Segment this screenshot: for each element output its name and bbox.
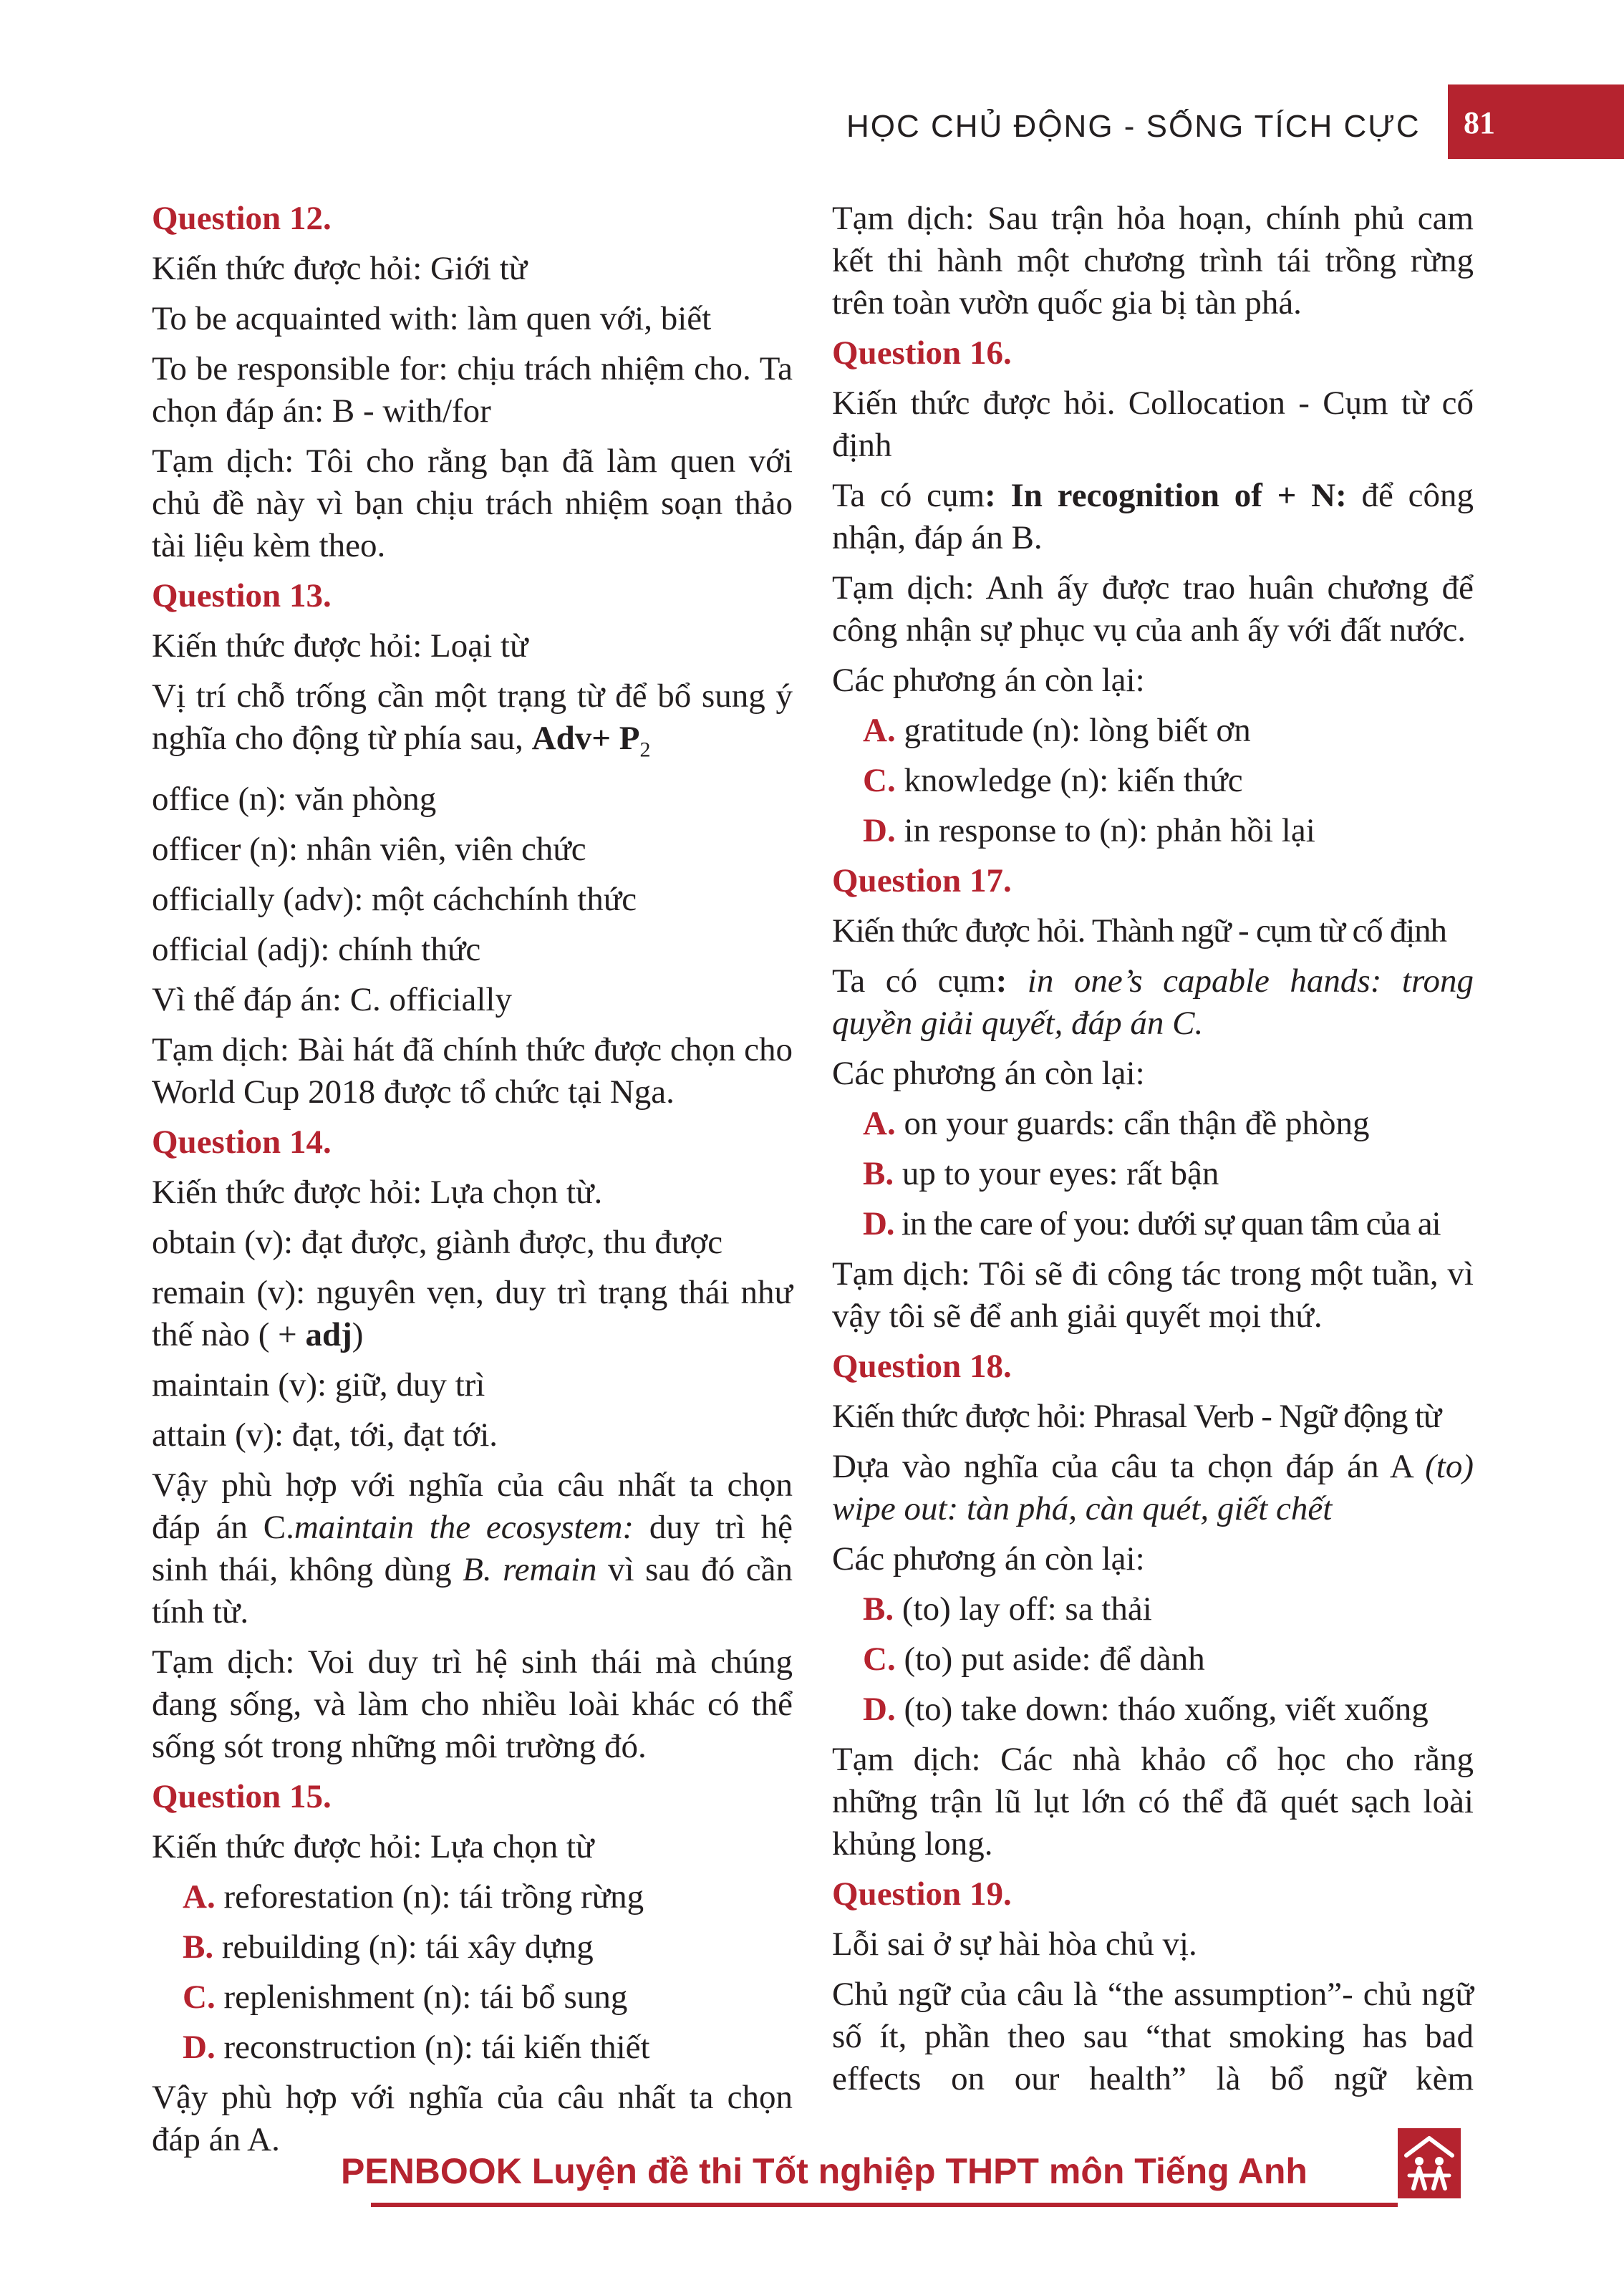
q14-bold: adj (305, 1316, 352, 1354)
q17-italic: in one’s capable hands: trong quyền giải quyết, đáp án C. (832, 962, 1474, 1042)
page-number-tab (1448, 84, 1624, 159)
option-text: in the care of you: dưới sự quan tâm của ai (901, 1205, 1441, 1242)
option-text: reforestation (n): tái trồng rừng (223, 1878, 644, 1916)
question-16-title: Question 16. (832, 334, 1012, 372)
option-text: (to) lay off: sa thải (902, 1590, 1152, 1628)
question-12-title: Question 12. (152, 200, 332, 237)
q17-text: Ta có cụm (832, 962, 996, 1000)
question-17-title: Question 17. (832, 862, 1012, 899)
q13-bold: Adv+ P (531, 720, 640, 757)
q14-line: attain (v): đạt, tới, đạt tới. (152, 1416, 498, 1454)
question-18-title: Question 18. (832, 1348, 1012, 1385)
q14-line: Kiến thức được hỏi: Lựa chọn từ. (152, 1174, 603, 1212)
q16-text-end: để công nhận, đáp án B. (832, 477, 1474, 556)
q12-line: To be acquainted with: làm quen với, biết (152, 300, 712, 337)
q16-option-c (832, 760, 1474, 802)
option-letter: D. (863, 1691, 896, 1728)
q18-line (832, 1446, 1474, 1530)
q14-line: obtain (v): đạt được, giành được, thu được (152, 1224, 723, 1262)
option-text: reconstruction (n): tái kiến thiết (223, 2029, 650, 2067)
question-13-title: Question 13. (152, 577, 332, 614)
q14-expl-b: maintain the ecosystem: (294, 1509, 634, 1547)
q14-expl-e: vì sau đó cần tính từ. (152, 1551, 793, 1631)
option-letter: B. (863, 1155, 894, 1192)
footer-title: PENBOOK Luyện đề thi Tốt nghiệp THPT môn Tiếng Anh (341, 2151, 1308, 2191)
q16-option-a (832, 710, 1474, 752)
option-letter: D. (863, 1205, 894, 1242)
option-text: replenishment (n): tái bổ sung (223, 1979, 628, 2016)
penbook-logo-icon (1398, 2128, 1461, 2198)
q18-translation: Tạm dịch: Các nhà khảo cổ học cho rằng những trận lũ lụt lớn có thể đã quét sạch loài khủng long. (832, 1741, 1474, 1863)
q14-expl-a: Vậy phù hợp với nghĩa của câu nhất ta chọn đáp án C. (152, 1467, 793, 1547)
question-14-title: Question 14. (152, 1124, 332, 1161)
q14-text: remain (v): nguyên vẹn, duy trì trạng thái như thế nào ( + (152, 1274, 793, 1354)
question-19-title: Question 19. (832, 1875, 1012, 1913)
option-letter: A. (183, 1878, 216, 1916)
q19-line: Lỗi sai ở sự hài hòa chủ vị. (832, 1926, 1197, 1963)
q14-line (152, 1272, 793, 1356)
q15-option-c (152, 1976, 793, 2019)
q12-translation: Tạm dịch: Tôi cho rằng bạn đã làm quen với chủ đề này vì bạn chịu trách nhiệm soạn thảo tài liệu kèm theo. (152, 443, 793, 564)
q13-line: official (adj): chính thức (152, 931, 481, 969)
option-text: knowledge (n): kiến thức (904, 762, 1243, 799)
option-text: gratitude (n): lòng biết ơn (904, 712, 1251, 749)
option-text: in response to (n): phản hồi lại (904, 812, 1315, 849)
q13-translation: Tạm dịch: Bài hát đã chính thức được chọn cho World Cup 2018 được tổ chức tại Nga. (152, 1031, 793, 1111)
q15-option-b (152, 1926, 793, 1969)
q17-option-b (832, 1153, 1474, 1195)
option-letter: A. (863, 712, 896, 749)
q16-text: Ta có cụm (832, 477, 985, 514)
option-text: rebuilding (n): tái xây dựng (221, 1928, 594, 1966)
q15-option-d (152, 2027, 793, 2069)
q12-line: To be responsible for: chịu trách nhiệm cho. Ta chọn đáp án: B - with/for (152, 350, 793, 430)
q17-line: Các phương án còn lại: (832, 1055, 1145, 1092)
option-text: (to) take down: tháo xuống, viết xuống (904, 1691, 1429, 1728)
q13-line: Kiến thức được hỏi: Loại từ (152, 627, 528, 665)
option-letter: A. (863, 1105, 896, 1142)
q15-line: Kiến thức được hỏi: Lựa chọn từ (152, 1828, 594, 1866)
q13-line: officer (n): nhân viên, viên chức (152, 831, 586, 869)
footer-divider (371, 2203, 1398, 2207)
q13-subscript: 2 (639, 738, 651, 762)
q17-line: Kiến thức được hỏi. Thành ngữ - cụm từ cố định (832, 912, 1446, 950)
q13-text: Vị trí chỗ trống cần một trạng từ để bổ sung ý nghĩa cho động từ phía sau, (152, 677, 793, 757)
option-letter: D. (863, 812, 896, 849)
q16-option-d (832, 810, 1474, 852)
option-text: on your guards: cẩn thận đề phòng (904, 1105, 1370, 1142)
option-letter: B. (183, 1928, 214, 1966)
q16-translation: Tạm dịch: Anh ấy được trao huân chương để công nhận sự phục vụ của anh ấy với đất nước. (832, 569, 1474, 649)
q18-option-b (832, 1588, 1474, 1631)
q17-option-a (832, 1103, 1474, 1145)
q14-expl-c: duy trì hệ sinh thái, không dùng (152, 1509, 793, 1589)
q14-expl-d: B. remain (463, 1551, 597, 1589)
q18-line: Kiến thức được hỏi: Phrasal Verb - Ngữ động từ (832, 1398, 1441, 1435)
q18-option-d (832, 1689, 1474, 1731)
question-15-title: Question 15. (152, 1778, 332, 1816)
q17-option-d (832, 1203, 1474, 1245)
left-column (152, 198, 793, 2169)
option-letter: C. (863, 762, 896, 799)
q14-line: maintain (v): giữ, duy trì (152, 1366, 485, 1404)
q13-line: office (n): văn phòng (152, 781, 437, 818)
q15-option-a (152, 1876, 793, 1918)
q17-translation: Tạm dịch: Tôi sẽ đi công tác trong một tuần, vì vậy tôi sẽ để anh giải quyết mọi thứ. (832, 1255, 1474, 1335)
q19-explanation: Chủ ngữ của câu là “the assumption”- chủ ngữ số ít, phần theo sau “that smoking has bad effects on our health” là bổ ngữ kèm (832, 1976, 1474, 2097)
q13-line: officially (adv): một cáchchính thức (152, 881, 637, 919)
q15-translation: Tạm dịch: Sau trận hỏa hoạn, chính phủ cam kết thi hành một chương trình tái trồng rừng trên toàn vườn quốc gia bị tàn phá. (832, 200, 1474, 322)
q18-option-c (832, 1638, 1474, 1681)
q18-text: Dựa vào nghĩa của câu ta chọn đáp án A (832, 1448, 1413, 1485)
q16-line (832, 475, 1474, 559)
q13-line: Vì thế đáp án: C. officially (152, 981, 512, 1019)
header-title: HỌC CHỦ ĐỘNG - SỐNG TÍCH CỰC (846, 109, 1421, 144)
q16-line: Các phương án còn lại: (832, 662, 1145, 699)
option-text: up to your eyes: rất bận (902, 1155, 1219, 1192)
q17-bold: : (995, 962, 1007, 1000)
q12-line: Kiến thức được hỏi: Giới từ (152, 250, 528, 287)
q17-line (832, 960, 1474, 1045)
option-letter: C. (183, 1979, 216, 2016)
q18-line: Các phương án còn lại: (832, 1540, 1145, 1578)
q13-line (152, 675, 793, 771)
q14-translation: Tạm dịch: Voi duy trì hệ sinh thái mà chúng đang sống, và làm cho nhiều loài khác có thể sống sót trong những môi trường đó. (152, 1643, 793, 1766)
q14-text-end: ) (352, 1316, 364, 1354)
option-letter: B. (863, 1590, 894, 1628)
option-letter: C. (863, 1641, 896, 1678)
q16-bold: : In recognition of + N: (985, 477, 1347, 514)
q16-line: Kiến thức được hỏi. Collocation - Cụm từ cố định (832, 385, 1474, 464)
option-letter: D. (183, 2029, 216, 2067)
right-column (832, 198, 1474, 2108)
q15-answer: Vậy phù hợp với nghĩa của câu nhất ta chọn đáp án A. (152, 2079, 793, 2159)
q14-explanation (152, 1464, 793, 1633)
page-number: 81 (1464, 105, 1495, 140)
option-text: (to) put aside: để dành (904, 1641, 1205, 1678)
q18-italic: (to) wipe out: tàn phá, càn quét, giết chết (832, 1448, 1474, 1527)
